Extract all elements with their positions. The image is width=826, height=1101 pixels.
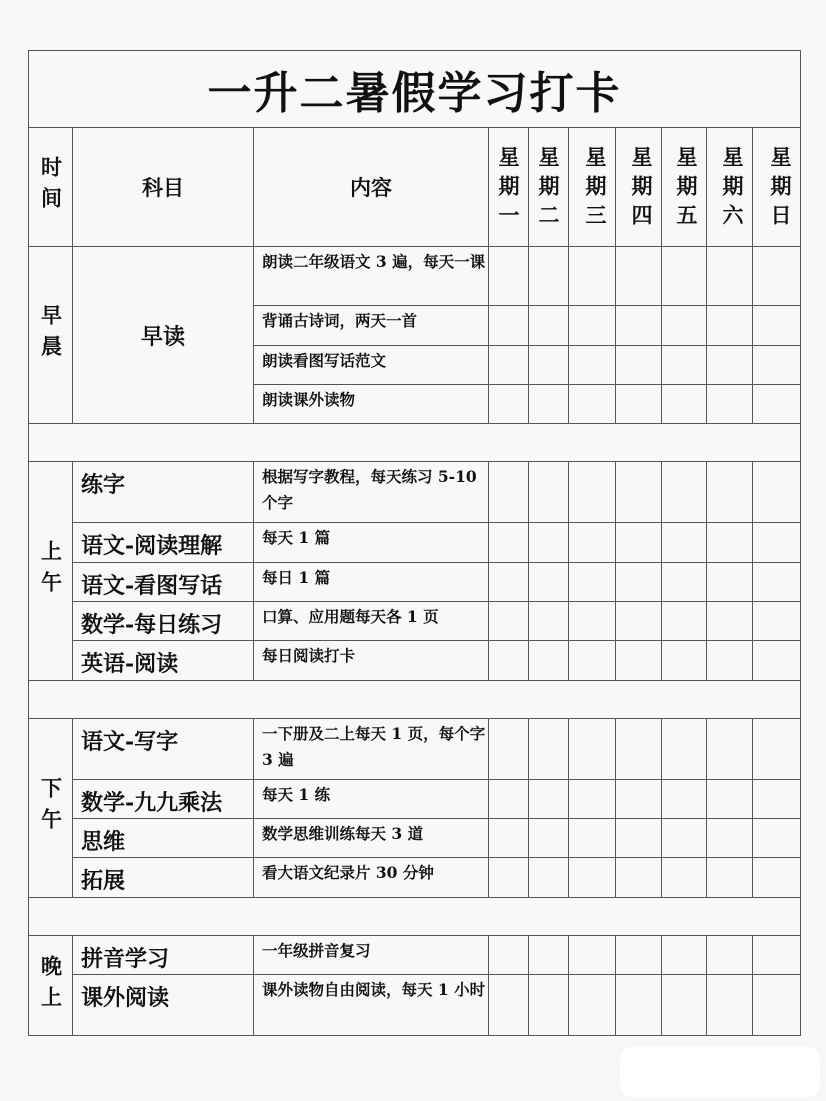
content-cell: 朗读课外读物 [254, 385, 489, 424]
time-cell: 早晨 [29, 247, 73, 424]
checkin-cell[interactable] [616, 563, 662, 602]
checkin-cell[interactable] [569, 641, 616, 681]
header-day: 星期日 [753, 128, 801, 247]
checkin-cell[interactable] [753, 819, 801, 858]
checkin-cell[interactable] [616, 385, 662, 424]
checkin-cell[interactable] [529, 247, 569, 306]
checkin-cell[interactable] [753, 306, 801, 346]
checkin-cell[interactable] [616, 462, 662, 523]
checkin-table [28, 50, 801, 1036]
header-day: 星期一 [489, 128, 529, 247]
checkin-cell[interactable] [662, 385, 707, 424]
content-cell: 课外读物自由阅读，每天 1 小时 [254, 975, 489, 1036]
content-cell: 每日阅读打卡 [254, 641, 489, 681]
checkin-cell[interactable] [753, 975, 801, 1036]
checkin-cell[interactable] [662, 523, 707, 563]
header-content: 内容 [254, 128, 489, 247]
checkin-cell[interactable] [753, 602, 801, 641]
table-row [29, 719, 801, 780]
content-cell: 每日 1 篇 [254, 563, 489, 602]
content-cell: 看大语文纪录片 30 分钟 [254, 858, 489, 898]
table-row [29, 641, 801, 681]
content-cell: 背诵古诗词，两天一首 [254, 306, 489, 346]
checkin-cell[interactable] [662, 819, 707, 858]
subject-cell: 英语-阅读 [73, 641, 254, 681]
subject-cell: 拼音学习 [73, 936, 254, 975]
checkin-cell[interactable] [662, 780, 707, 819]
checkin-cell[interactable] [707, 563, 753, 602]
subject-cell: 语文-阅读理解 [73, 523, 254, 563]
content-cell: 根据写字教程，每天练习 5-10 个字 [254, 462, 489, 523]
checkin-cell[interactable] [529, 975, 569, 1036]
checkin-cell[interactable] [616, 306, 662, 346]
checkin-cell[interactable] [662, 247, 707, 306]
checkin-cell[interactable] [616, 819, 662, 858]
header-time: 时间 [29, 128, 73, 247]
checkin-cell[interactable] [753, 858, 801, 898]
checkin-cell[interactable] [569, 858, 616, 898]
checkin-cell[interactable] [707, 385, 753, 424]
subject-cell: 拓展 [73, 858, 254, 898]
checkin-cell[interactable] [569, 936, 616, 975]
checkin-cell[interactable] [529, 385, 569, 424]
header-day: 星期四 [616, 128, 662, 247]
checkin-cell[interactable] [753, 523, 801, 563]
header-day: 星期三 [569, 128, 616, 247]
checkin-cell[interactable] [616, 858, 662, 898]
checkin-cell[interactable] [489, 247, 529, 306]
checkin-cell[interactable] [616, 641, 662, 681]
checkin-cell[interactable] [489, 523, 529, 563]
checkin-cell[interactable] [529, 719, 569, 780]
checkin-cell[interactable] [529, 819, 569, 858]
table-row [29, 936, 801, 975]
checkin-cell[interactable] [707, 858, 753, 898]
subject-cell: 语文-看图写话 [73, 563, 254, 602]
checkin-cell[interactable] [753, 346, 801, 385]
checkin-cell[interactable] [569, 346, 616, 385]
checkin-cell[interactable] [707, 247, 753, 306]
checkin-cell[interactable] [662, 936, 707, 975]
checkin-cell[interactable] [707, 523, 753, 563]
checkin-cell[interactable] [569, 523, 616, 563]
checkin-cell[interactable] [529, 462, 569, 523]
checkin-cell[interactable] [489, 936, 529, 975]
checkin-cell[interactable] [569, 247, 616, 306]
checkin-cell[interactable] [489, 563, 529, 602]
subject-cell: 早读 [73, 247, 254, 424]
checkin-cell[interactable] [489, 719, 529, 780]
checkin-cell[interactable] [489, 780, 529, 819]
checkin-cell[interactable] [489, 858, 529, 898]
subject-cell: 思维 [73, 819, 254, 858]
checkin-cell[interactable] [753, 780, 801, 819]
content-cell: 朗读二年级语文 3 遍，每天一课 [254, 247, 489, 306]
checkin-cell[interactable] [616, 247, 662, 306]
checkin-cell[interactable] [662, 975, 707, 1036]
subject-cell: 课外阅读 [73, 975, 254, 1036]
spacer-row [29, 424, 801, 462]
checkin-cell[interactable] [489, 602, 529, 641]
spacer-cell [29, 681, 801, 719]
content-cell: 口算、应用题每天各 1 页 [254, 602, 489, 641]
checkin-cell[interactable] [707, 819, 753, 858]
checkin-cell[interactable] [753, 641, 801, 681]
checkin-cell[interactable] [569, 306, 616, 346]
checkin-cell[interactable] [529, 346, 569, 385]
checkin-cell[interactable] [489, 306, 529, 346]
checkin-cell[interactable] [569, 719, 616, 780]
checkin-cell[interactable] [662, 462, 707, 523]
checkin-cell[interactable] [707, 936, 753, 975]
page-title: 一升二暑假学习打卡 [29, 51, 801, 128]
checkin-cell[interactable] [616, 936, 662, 975]
checkin-cell[interactable] [616, 780, 662, 819]
checkin-cell[interactable] [616, 719, 662, 780]
checkin-cell[interactable] [529, 602, 569, 641]
table-row [29, 975, 801, 1036]
content-cell: 每天 1 篇 [254, 523, 489, 563]
checkin-cell[interactable] [707, 780, 753, 819]
checkin-cell[interactable] [489, 819, 529, 858]
table-row [29, 780, 801, 819]
header-day: 星期五 [662, 128, 707, 247]
time-cell: 晚上 [29, 936, 73, 1036]
checkin-cell[interactable] [662, 719, 707, 780]
checkin-cell[interactable] [616, 975, 662, 1036]
checkin-cell[interactable] [662, 346, 707, 385]
checkin-cell[interactable] [707, 641, 753, 681]
checkin-cell[interactable] [529, 563, 569, 602]
content-cell: 每天 1 练 [254, 780, 489, 819]
checkin-cell[interactable] [662, 563, 707, 602]
checkin-cell[interactable] [707, 346, 753, 385]
header-day: 星期二 [529, 128, 569, 247]
checkin-cell[interactable] [569, 385, 616, 424]
time-cell: 上午 [29, 462, 73, 681]
checkin-cell[interactable] [569, 563, 616, 602]
checkin-cell[interactable] [569, 819, 616, 858]
checkin-cell[interactable] [662, 306, 707, 346]
checkin-cell[interactable] [489, 346, 529, 385]
checkin-cell[interactable] [489, 462, 529, 523]
checkin-cell[interactable] [529, 858, 569, 898]
checkin-cell[interactable] [753, 462, 801, 523]
subject-cell: 练字 [73, 462, 254, 523]
checkin-cell[interactable] [707, 975, 753, 1036]
checkin-cell[interactable] [616, 602, 662, 641]
checkin-cell[interactable] [489, 975, 529, 1036]
checkin-cell[interactable] [569, 975, 616, 1036]
checkin-cell[interactable] [569, 780, 616, 819]
checkin-cell[interactable] [753, 385, 801, 424]
subject-cell: 数学-每日练习 [73, 602, 254, 641]
checkin-cell[interactable] [529, 306, 569, 346]
spacer-row [29, 898, 801, 936]
content-cell: 一下册及二上每天 1 页，每个字 3 遍 [254, 719, 489, 780]
checkin-cell[interactable] [489, 641, 529, 681]
checkin-cell[interactable] [529, 780, 569, 819]
content-cell: 朗读看图写话范文 [254, 346, 489, 385]
checkin-cell[interactable] [616, 346, 662, 385]
checkin-cell[interactable] [707, 462, 753, 523]
checkin-cell[interactable] [753, 719, 801, 780]
checkin-cell[interactable] [489, 385, 529, 424]
watermark-cover [620, 1046, 820, 1098]
checkin-cell[interactable] [529, 523, 569, 563]
spacer-cell [29, 424, 801, 462]
spacer-cell [29, 898, 801, 936]
table-row [29, 247, 801, 306]
spacer-row [29, 681, 801, 719]
table-row [29, 523, 801, 563]
table-row [29, 858, 801, 898]
header-day: 星期六 [707, 128, 753, 247]
checkin-cell[interactable] [569, 462, 616, 523]
checkin-cell[interactable] [707, 719, 753, 780]
checkin-cell[interactable] [662, 641, 707, 681]
table-row [29, 602, 801, 641]
checkin-cell[interactable] [753, 247, 801, 306]
table-row [29, 819, 801, 858]
table-row [29, 462, 801, 523]
checkin-cell[interactable] [707, 602, 753, 641]
checkin-cell[interactable] [707, 306, 753, 346]
header-subject: 科目 [73, 128, 254, 247]
checkin-cell[interactable] [569, 602, 616, 641]
checkin-cell[interactable] [529, 641, 569, 681]
checkin-cell[interactable] [662, 858, 707, 898]
content-cell: 一年级拼音复习 [254, 936, 489, 975]
checkin-cell[interactable] [529, 936, 569, 975]
subject-cell: 语文-写字 [73, 719, 254, 780]
subject-cell: 数学-九九乘法 [73, 780, 254, 819]
time-cell: 下午 [29, 719, 73, 898]
table-row [29, 563, 801, 602]
checkin-cell[interactable] [616, 523, 662, 563]
checkin-cell[interactable] [753, 936, 801, 975]
content-cell: 数学思维训练每天 3 道 [254, 819, 489, 858]
checkin-cell[interactable] [662, 602, 707, 641]
checkin-cell[interactable] [753, 563, 801, 602]
